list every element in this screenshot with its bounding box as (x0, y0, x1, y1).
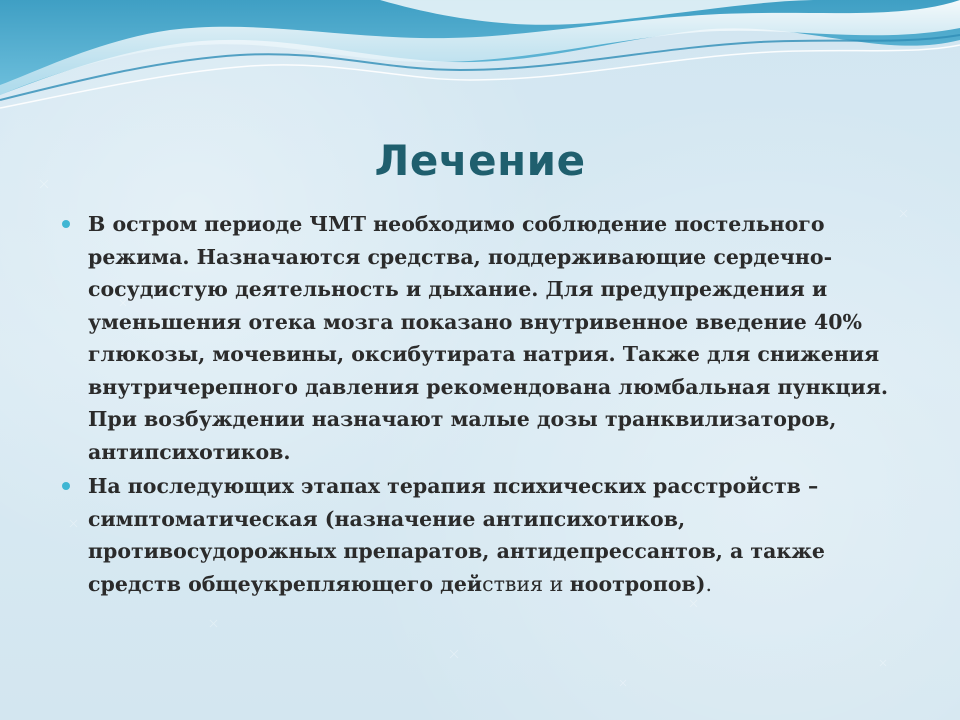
bullet-text-part3: ноотропов) (569, 571, 706, 596)
bullet-dot-icon (62, 220, 70, 228)
bullet-item-later-stages (62, 470, 912, 600)
slide-title: Лечение (374, 136, 586, 185)
bullet-text-part2: ствия и (482, 571, 570, 596)
bullet-dot-icon (62, 482, 70, 490)
bullet-list (62, 208, 912, 602)
bullet-text-part4: . (705, 571, 712, 596)
wave-header-decoration (0, 0, 960, 120)
bullet-text: В остром периоде ЧМТ необходимо соблюдение постельного режима. Назначаются средства, поддерживающие сердечно-сосудистую деятельность и дыхание. Для предупреждения и уменьшения отека мозга показано внутривенное введение 40% глюкозы, мочевины, оксибутирата натрия. Также для снижения внутричерепного давления рекомендована люмбальная пункция. При возбуждении назначают малые дозы транквилизаторов, антипсихотиков. (88, 212, 889, 464)
bullet-item-acute-period (62, 208, 912, 468)
bullet-text-part1: На последующих этапах терапия психических расстройств – симптоматическая (назначение антипсихотиков, противосудорожных препаратов, антидепрессантов, а также средств общеукрепляющего дей (88, 474, 825, 596)
